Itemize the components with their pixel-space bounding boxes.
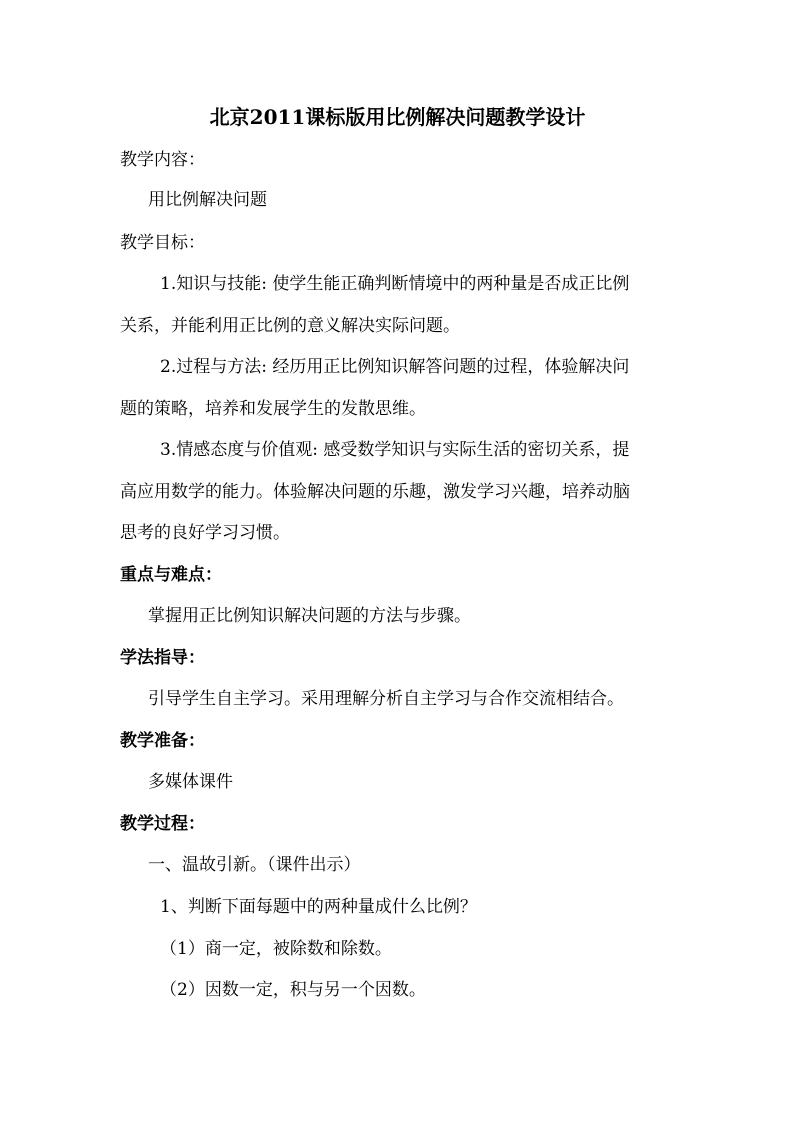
objective-3-line-3: 思考的良好学习习惯。 xyxy=(120,523,290,543)
heading-objectives: 教学目标： xyxy=(120,233,205,253)
preparation-text: 多媒体课件 xyxy=(148,772,233,792)
key-points-text: 掌握用正比例知识解决问题的方法与步骤。 xyxy=(148,606,471,626)
process-step-1: 一、温故引新。（课件出示） xyxy=(148,855,361,875)
objective-2-line-1: 2.过程与方法: 经历用正比例知识解答问题的过程，体验解决问 xyxy=(160,357,630,377)
process-question: 1、判断下面每题中的两种量成什么比例？ xyxy=(160,897,477,917)
objective-3-line-1: 3.情感态度与价值观: 感受数学知识与实际生活的密切关系，提 xyxy=(160,440,630,460)
objective-2-line-2: 题的策略，培养和发展学生的发散思维。 xyxy=(120,399,426,419)
heading-content: 教学内容： xyxy=(120,150,205,170)
document-title: 北京2011课标版用比例解决问题教学设计 xyxy=(209,105,586,129)
objective-3-line-2: 高应用数学的能力。体验解决问题的乐趣，激发学习兴趣，培养动脑 xyxy=(120,482,630,502)
process-item-1: （1）商一定，被除数和除数。 xyxy=(160,939,392,959)
heading-study-guide: 学法指导： xyxy=(120,648,205,668)
content-text: 用比例解决问题 xyxy=(148,190,267,210)
study-guide-text: 引导学生自主学习。采用理解分析自主学习与合作交流相结合。 xyxy=(148,689,624,709)
heading-preparation: 教学准备： xyxy=(120,731,205,751)
process-item-2: （2）因数一定，积与另一个因数。 xyxy=(160,980,426,1000)
objective-1-line-2: 关系，并能利用正比例的意义解决实际问题。 xyxy=(120,316,460,336)
objective-1-line-1: 1.知识与技能: 使学生能正确判断情境中的两种量是否成正比例 xyxy=(160,274,630,294)
heading-key-points: 重点与难点： xyxy=(120,565,222,585)
heading-process: 教学过程： xyxy=(120,814,205,834)
